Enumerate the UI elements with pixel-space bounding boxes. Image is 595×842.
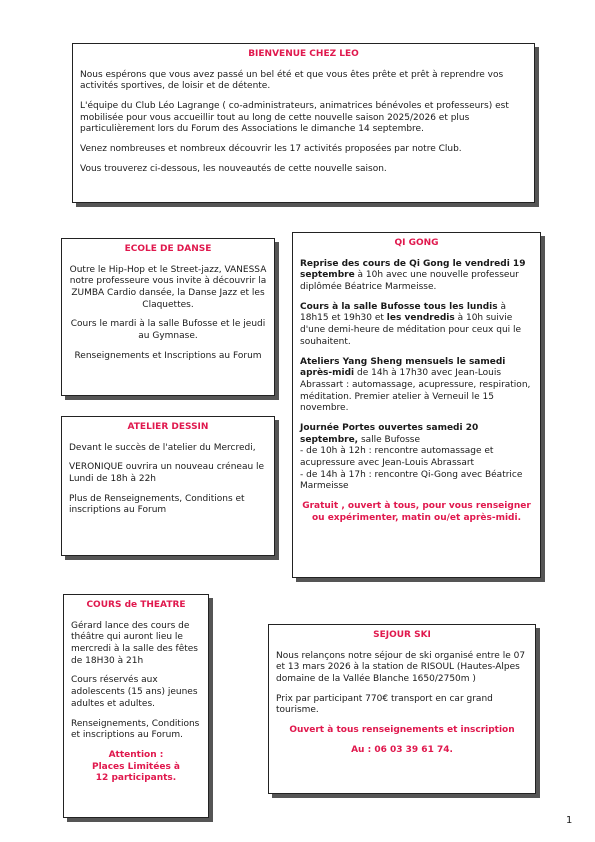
dance-paragraph-3: Renseignements et Inscriptions au Forum [74,350,262,361]
qigong-p2-rest: à 10h suivie d'une demi-heure de méditation pour ceux qui le souhaitent. [300,313,522,347]
ski-paragraph-2: Prix par participant 770€ transport en car grand tourisme. [276,693,493,716]
qigong-p1-bold: Reprise des cours de Qi Gong le vendredi 19 septembre [300,258,526,281]
qigong-paragraph-4 [300,423,533,493]
dance-paragraph-2: Cours le mardi à la salle Bufosse et le jeudi au Gymnase. [70,319,266,342]
theatre-attention-line-1: Attention : [108,749,164,760]
qigong-p2-bold2: les vendredis [386,313,455,324]
qigong-p2-bold: Cours à la salle Bufosse tous les lundis [300,301,498,312]
ski-footer-2: Au : 06 03 39 61 74. [351,744,453,755]
welcome-paragraph-3: Venez nombreuses et nombreux découvrir les 17 activités proposées par notre Club. [80,144,462,155]
theatre-paragraph-1: Gérard lance des cours de théâtre qui auront lieu le mercredi à la salle des fêtes de 18H30 à 21h [71,620,198,666]
drawing-box [61,416,275,556]
qigong-p3-bold: Ateliers Yang Sheng mensuels le samedi après-midi [300,356,506,379]
drawing-paragraph-1: Devant le succès de l'atelier du Mercredi, [69,442,256,453]
qigong-p4-line3: - de 14h à 17h : rencontre Qi-Gong avec Béatrice Marmeisse [300,469,523,492]
qigong-p4-line2: - de 10h à 12h : rencontre automassage et acupressure avec Jean-Louis Abrassart [300,446,494,468]
qigong-p3-rest: de 14h à 17h30 avec Jean-Louis Abrassart : automassage, acupressure, respiration, méditation. Premier atelier à Verneuil le 15 novembre. [300,368,531,414]
theatre-attention-line-3: 12 participants. [95,773,177,784]
dance-paragraph-1: Outre le Hip-Hop et le Street-jazz, VANESSA notre professeure vous invite à découvrir la ZUMBA Cardio dansée, la Danse Jazz et les Claquettes. [69,264,267,310]
qigong-footer: Gratuit , ouvert à tous, pour vous renseigner ou expérimenter, matin ou/et après-midi. [302,501,531,523]
welcome-box [72,43,535,203]
ski-paragraph-1: Nous relançons notre séjour de ski organisé entre le 07 et 13 mars 2026 à la station de RISOUL (Hautes-Alpes domaine de la Vallée Blanche 1650/2750m ) [276,650,526,685]
theatre-title: COURS de THEATRE [86,600,186,610]
drawing-paragraph-3: Plus de Renseignements, Conditions et inscriptions au Forum [69,493,245,516]
qigong-paragraph-2 [300,302,533,349]
welcome-paragraph-2: L'équipe du Club Léo Lagrange ( co-administrateurs, animatrices bénévoles et professeurs) est mobilisée pour vous accueillir tout au long de cette nouvelle saison 2025/2026 et plus particulièrement lors du Forum des Associations le dimanche 14 septembre. [80,101,509,135]
drawing-title: ATELIER DESSIN [127,422,209,432]
ski-footer-1: Ouvert à tous renseignements et inscription [289,725,515,736]
theatre-paragraph-2: Cours réservés aux adolescents (15 ans) jeunes adultes et adultes. [71,675,198,709]
theatre-attention-line-2: Places Limitées à [91,761,181,772]
drawing-paragraph-2: VERONIQUE ouvrira un nouveau créneau le Lundi de 18h à 22h [69,462,265,485]
qigong-p4-rest: salle Bufosse [358,434,421,445]
ski-box [268,624,536,794]
dance-box [61,238,275,396]
welcome-paragraph-4: Vous trouverez ci-dessous, les nouveautés de cette nouvelle saison. [80,163,387,174]
welcome-paragraph-1: Nous espérons que vous avez passé un bel été et que vous êtes prête et prêt à reprendre vos activités sportives, de loisir et de détente. [80,69,504,92]
qigong-p1-rest: à 10h avec une nouvelle professeur diplômée Béatrice Marmeisse. [300,270,519,293]
qigong-paragraph-1 [300,259,533,294]
qigong-p2-mid: à 18h15 et 19h30 et [300,301,507,324]
theatre-attention [71,750,201,785]
page-number: 1 [566,815,573,826]
welcome-title: BIENVENUE CHEZ LEO [248,49,359,59]
qigong-p4-bold: Journée Portes ouvertes samedi 20 septembre, [300,422,479,445]
ski-title: SEJOUR SKI [373,630,431,640]
qigong-title: QI GONG [394,238,439,248]
theatre-paragraph-3: Renseignements, Conditions et inscriptions au Forum. [71,718,200,741]
qigong-paragraph-3 [300,357,533,415]
dance-title: ECOLE DE DANSE [124,244,212,254]
qigong-box [292,232,541,578]
theatre-box [63,594,209,818]
